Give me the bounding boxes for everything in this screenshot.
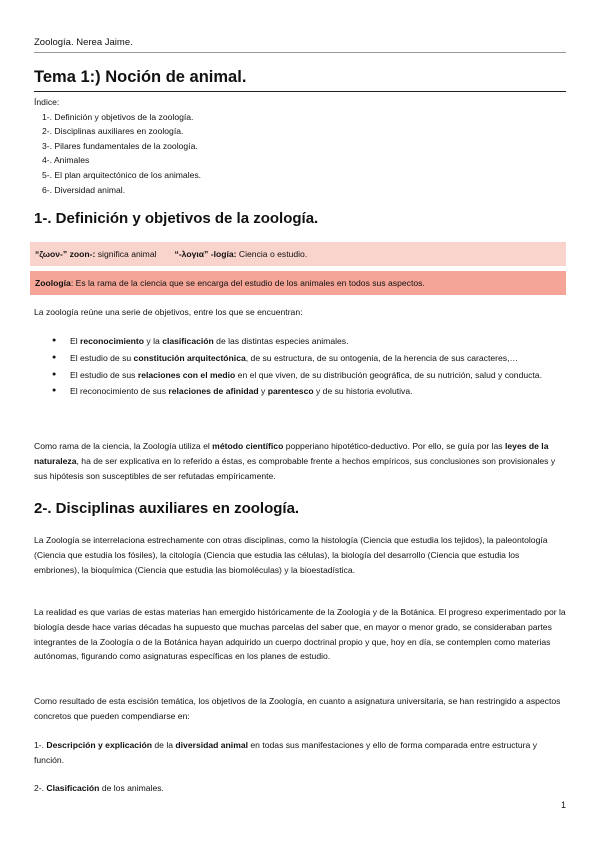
etymology-box [30, 242, 566, 266]
definition-term: Zoología [35, 278, 71, 288]
page-title: Tema 1:) Noción de animal. [34, 68, 247, 86]
objectives-paragraph: Como resultado de esta escisión temática, los objetivos de la Zoología, en cuanto a asignatura universitaria, se han restringido a aspectos concretos que pueden compendiarse en: [34, 696, 561, 721]
page-number: 1 [560, 800, 566, 810]
section2-heading: 2-. Disciplinas auxiliares en zoología. [34, 500, 300, 517]
toc-item: 4-. Animales [42, 155, 90, 166]
objective-item-1: 1-. Descripción y explicación de la diversidad animal en todas sus manifestaciones y ello de forma comparada entre estructura y función. [34, 740, 538, 765]
list-item: ● El estudio de sus relaciones con el medio en el que viven, de su distribución geográfica, de su nutrición, salud y conducta. [52, 368, 566, 383]
history-paragraph: La realidad es que varias de estas materias han emergido históricamente de la Zoología y de la Botánica. El progreso experimentado por la biología desde hace varias décadas ha supuesto que muchas parcelas del saber que, en mayor o menor grado, se consideraban partes integrantes de la Zoología o de la Botánica hayan adquirido un cuerpo doctrinal propio y que, hoy en día, se contemplen como materias autónomas, figurando como asignaturas específicas en los planes de estudio. [34, 607, 566, 662]
list-item: ● El estudio de su constitución arquitectónica, de su estructura, de su ontogenia, de la herencia de sus caracteres,… [52, 351, 566, 366]
scientific-method-paragraph: Como rama de la ciencia, la Zoología utiliza el método científico popperiano hipotético-deductivo. Por ello, se guía por las leyes de la naturaleza, ha de ser explicativa en lo referido a éstas, es comprobable frente a hechos empíricos, sus conclusiones son provisionales y sus hipótesis son susceptibles de ser refutadas empíricamente. [34, 441, 556, 481]
objective-item-2: 2-. Clasificación de los animales. [34, 783, 164, 793]
toc-item: 1-. Definición y objetivos de la zoología. [42, 111, 194, 122]
etym-logia-term: “-λογια” -logía: [174, 249, 237, 259]
etym-logia-text: Ciencia o estudio. [236, 249, 308, 259]
list-item: ● El reconocimiento de sus relaciones de afinidad y parentesco y de su historia evolutiva. [52, 384, 566, 399]
toc-item: 5-. El plan arquitectónico de los animales. [42, 169, 202, 180]
definition-box [30, 271, 566, 295]
etym-zoon-term: “ζωον-” zoon-: [35, 249, 96, 259]
etym-zoon-text: significa animal [95, 249, 157, 259]
list-item: ● El reconocimiento y la clasificación de las distintas especies animales. [52, 334, 566, 349]
definition-text: : Es la rama de la ciencia que se encarga del estudio de los animales en todos sus aspectos. [70, 278, 425, 288]
header-divider [34, 52, 566, 53]
running-header: Zoología. Nerea Jaime. [34, 37, 133, 48]
section1-heading: 1-. Definición y objetivos de la zoología. [34, 210, 319, 227]
objectives-list [52, 334, 566, 401]
objectives-intro: La zoología reúne una serie de objetivos, entre los que se encuentran: [34, 307, 303, 317]
toc-item: 3-. Pilares fundamentales de la zoología. [42, 140, 198, 151]
title-divider [34, 91, 566, 92]
disciplines-paragraph: La Zoología se interrelaciona estrechamente con otras disciplinas, como la histología (Ciencia que estudia los tejidos), la paleontología (Ciencia que estudia los fósiles), la citología (Ciencia que estudia las células), la biología del desarrollo (Ciencia que estudia los embriones), la bioquímica (Ciencia que estudia las biomoléculas) y la bioestadística. [34, 535, 548, 575]
table-of-contents [34, 95, 201, 197]
toc-item: 6-. Diversidad animal. [42, 184, 126, 195]
toc-item: 2-. Disciplinas auxiliares en zoología. [42, 126, 184, 137]
toc-label: Índice: [34, 97, 60, 107]
